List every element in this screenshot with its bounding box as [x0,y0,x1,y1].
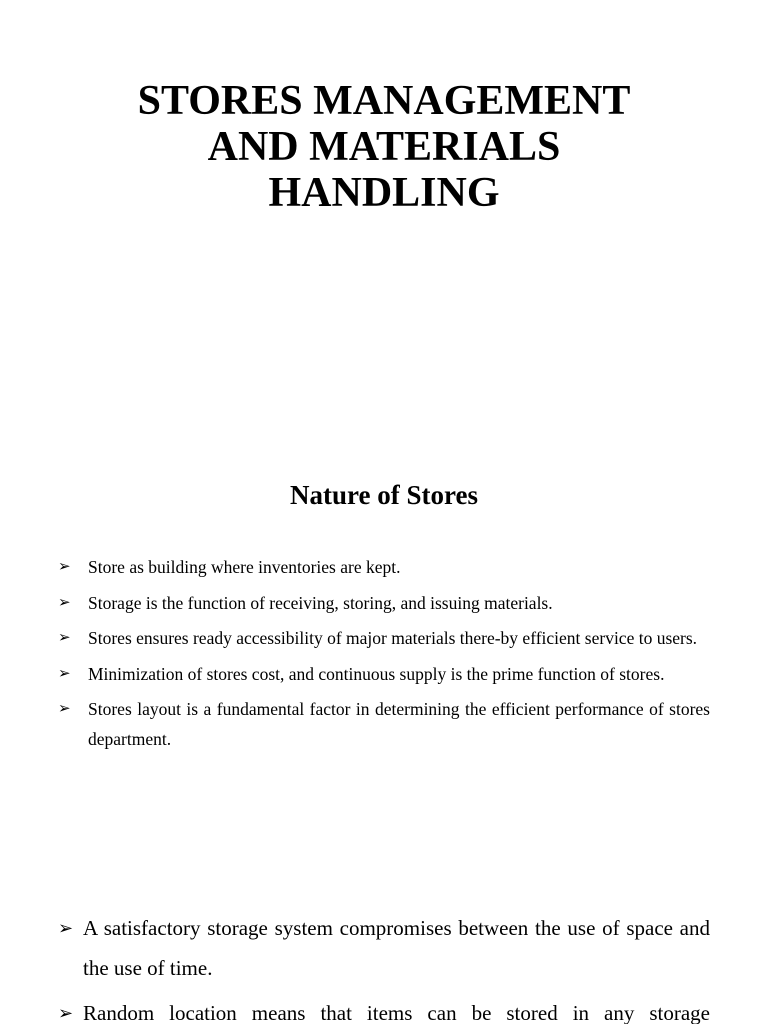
list-item-text: Stores layout is a fundamental factor in determining the efficient performance of stores department. [88,699,710,749]
list-item [58,908,710,988]
list-item [58,660,710,690]
list-item [58,624,710,654]
list-item [58,695,710,754]
list-item-text: Stores ensures ready accessibility of major materials there-by efficient service to users. [88,628,698,648]
list-item-text: Minimization of stores cost, and continuous supply is the prime function of stores. [88,663,665,684]
arrow-bullet-icon: ➢ [58,594,71,611]
arrow-bullet-icon: ➢ [58,918,74,938]
list-item-text: Storage is the function of receiving, storing, and issuing materials. [88,592,553,613]
storage-bullet-list [58,908,710,1024]
page-title [0,78,768,216]
arrow-bullet-icon: ➢ [58,559,71,575]
title-line-2: AND MATERIALS [207,124,561,170]
list-item-text: Random location means that items can be stored in any storage [83,1001,710,1024]
list-item-text: Store as building where inventories are kept. [88,557,401,577]
list-item-text: A satisfactory storage system compromises between the use of space and the use of time. [83,916,710,980]
title-line-1: STORES MANAGEMENT [137,78,631,124]
list-item [58,553,710,583]
arrow-bullet-icon: ➢ [58,701,71,717]
arrow-bullet-icon: ➢ [58,665,71,682]
nature-bullet-list [58,553,710,760]
arrow-bullet-icon: ➢ [58,630,71,646]
arrow-bullet-icon: ➢ [58,1003,74,1023]
list-item [58,589,710,619]
list-item [58,993,710,1024]
title-line-3: HANDLING [268,170,500,216]
section-heading: Nature of Stores [290,480,478,510]
